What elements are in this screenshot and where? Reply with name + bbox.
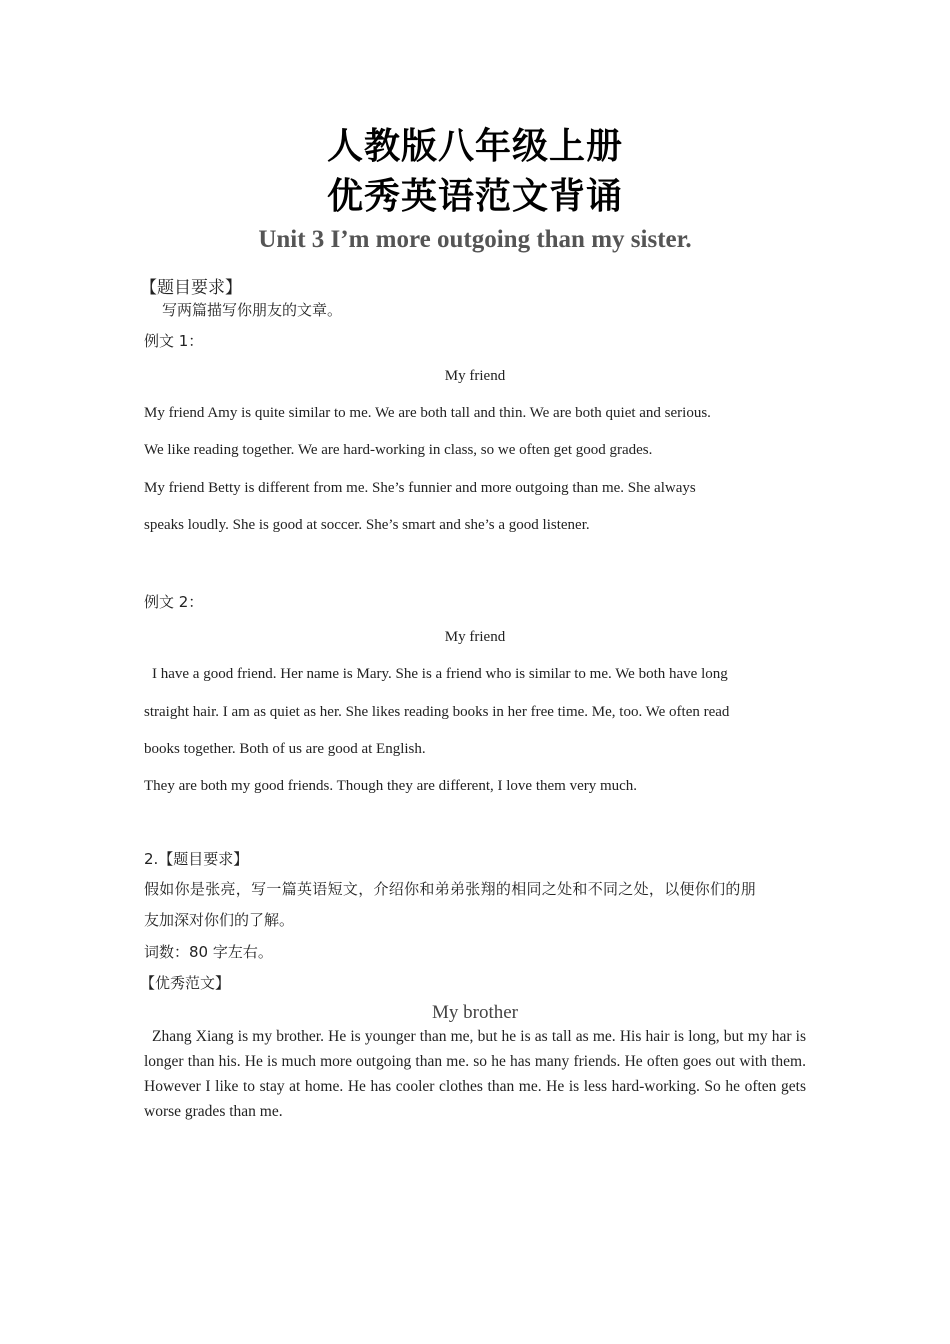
example2-line: They are both my good friends. Though they are different, I love them very much. xyxy=(144,778,638,794)
task2-requirement-label: 2.【题目要求】 xyxy=(144,850,249,868)
example1-line: We like reading together. We are hard-working in class, so we often get good grades. xyxy=(144,442,653,458)
unit-title: Unit 3 I’m more outgoing than my sister. xyxy=(258,226,692,253)
page-title-line1: 人教版八年级上册 xyxy=(326,126,623,167)
task1-requirement-label: 【题目要求】 xyxy=(140,278,242,298)
example1-line: My friend Amy is quite similar to me. We are both tall and thin. We are both quiet and serious. xyxy=(144,405,711,421)
example2-label: 例文 2： xyxy=(144,593,204,611)
example1-line: speaks loudly. She is good at soccer. She’s smart and she’s a good listener. xyxy=(144,517,590,533)
task2-requirement-line: 友加深对你们的了解。 xyxy=(144,911,295,929)
example2-line: books together. Both of us are good at English. xyxy=(144,741,426,757)
example1-line: My friend Betty is different from me. She’s funnier and more outgoing than me. She always xyxy=(144,480,696,496)
task2-requirement-line: 假如你是张亮，写一篇英语短文，介绍你和弟弟张翔的相同之处和不同之处，以便你们的朋 xyxy=(144,880,757,898)
essay-body: Zhang Xiang is my brother. He is younger than me, but he is as tall as me. His hair is long, but my har is longer than his. He is much more outgoing than me. so he has many friends. He often goes out with them. However I like to stay at home. He has cooler clothes than me. He is less hard-working. So he often gets worse grades than me. xyxy=(144,1028,806,1120)
example2-line: I have a good friend. Her name is Mary. She is a friend who is similar to me. We both have long xyxy=(152,666,728,682)
example1-label: 例文 1： xyxy=(144,332,204,350)
task1-requirement-text: 写两篇描写你朋友的文章。 xyxy=(162,301,343,319)
example2-title: My friend xyxy=(444,629,506,645)
word-count: 词数：80 字左右。 xyxy=(144,943,273,961)
model-essay-label: 【优秀范文】 xyxy=(140,974,231,992)
example2-line: straight hair. I am as quiet as her. She likes reading books in her free time. Me, too. We often read xyxy=(144,704,730,720)
page-title-line2: 优秀英语范文背诵 xyxy=(326,176,623,217)
example1-title: My friend xyxy=(444,368,506,384)
essay-title: My brother xyxy=(431,1002,518,1023)
